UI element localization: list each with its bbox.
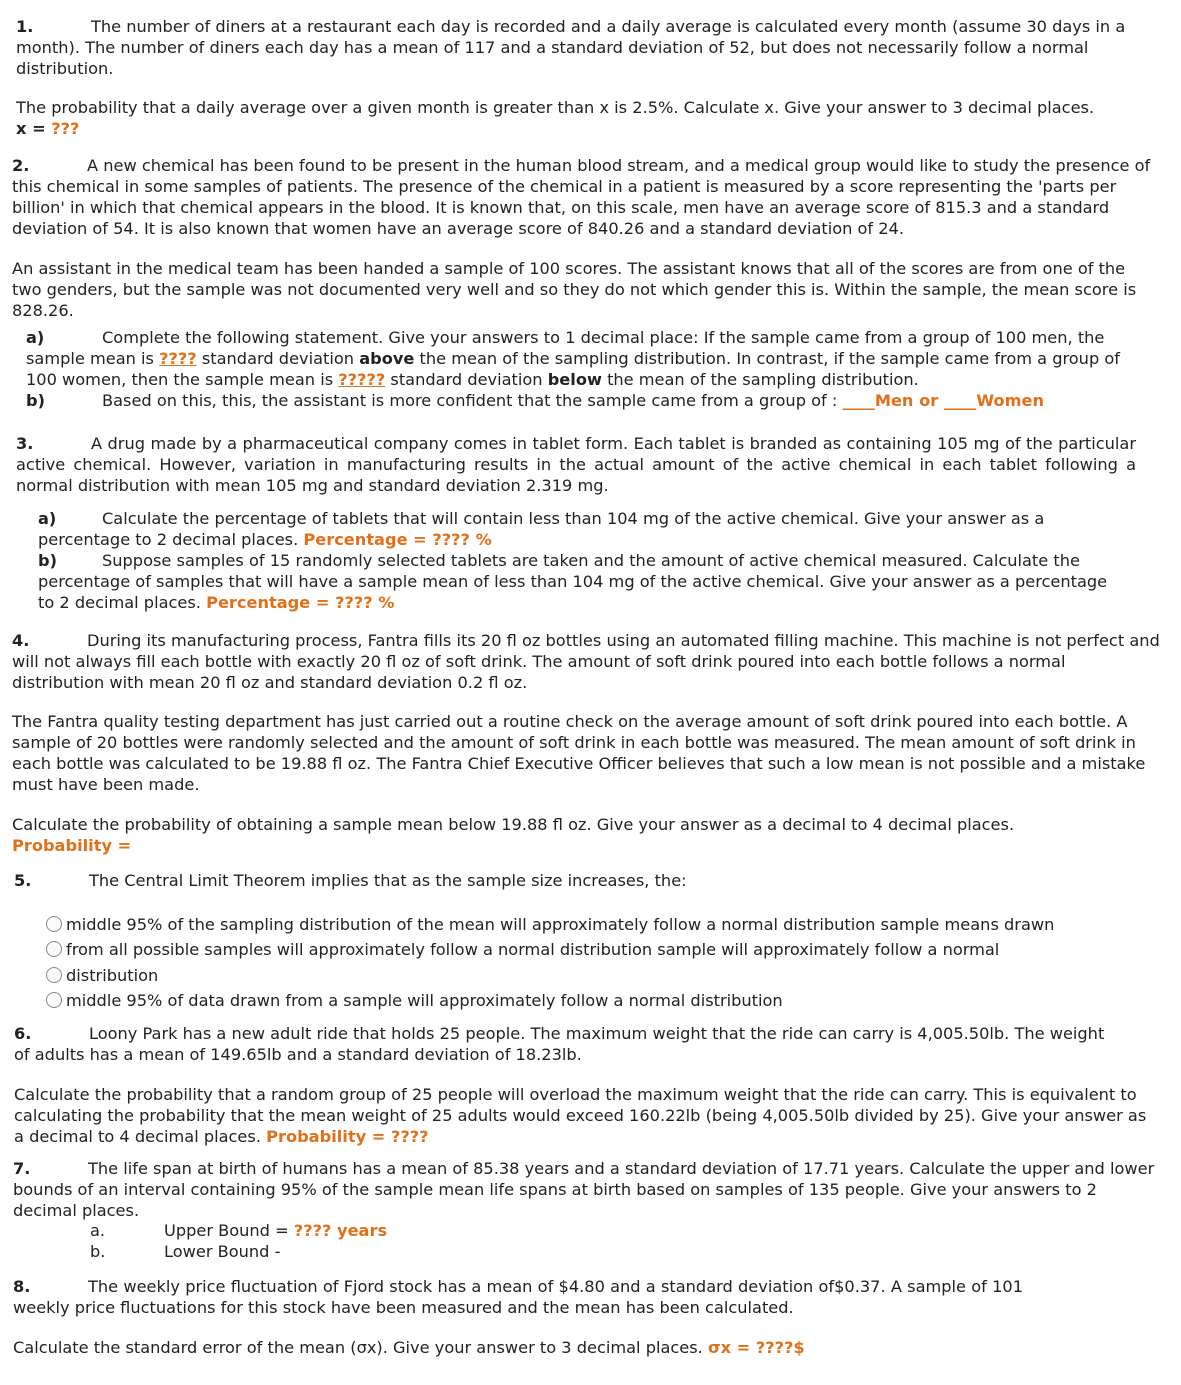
q6-answer[interactable]: Probability = ???? [266, 1127, 429, 1146]
q5-option[interactable]: from all possible samples will approximately follow a normal distribution sample will approximately follow a normal [46, 939, 999, 960]
q6-number: 6. [14, 1024, 32, 1043]
q6-question: Calculate the probability that a random group of 25 people will overload the maximum weight that the ride can carry. This is equivalent to calculating the probability that the mean weight of 25 adults would exceed 160.22lb (being 4,005.50lb divided by 25). Give your answer as a decimal to 4 decimal places. Probability = ???? [14, 1085, 1147, 1146]
q2-option-men[interactable]: Men or [874, 391, 944, 410]
radio-icon[interactable] [46, 916, 62, 932]
q8-number: 8. [13, 1277, 31, 1296]
q7-intro: 7. The life span at birth of humans has a mean of 85.38 years and a standard deviation of 17.71 years. Calculate the upper and lower bounds of an interval containing 95% of the sample mean life spans at birth based on samples of 135 people. Give your answers to 2 decimal places. [13, 1159, 1155, 1220]
q2-number: 2. [12, 156, 30, 175]
q5-intro: 5. The Central Limit Theorem implies that as the sample size increases, the: [14, 871, 687, 890]
q5-option[interactable]: middle 95% of the sampling distribution of the mean will approximately follow a normal distribution sample means drawn [46, 914, 1054, 935]
q2-intro: 2. A new chemical has been found to be present in the human blood stream, and a medical group would like to study the presence of this chemical in some samples of patients. The presence of the chemical in a patient is measured by a score representing the 'parts per billion' in which that chemical appears in the blood. It is known that, on this scale, men have an average score of 815.3 and a standard deviation of 54. It is also known that women have an average score of 840.26 and a standard deviation of 24. [12, 156, 1151, 238]
radio-icon[interactable] [46, 967, 62, 983]
q4-question: Calculate the probability of obtaining a sample mean below 19.88 fl oz. Give your answer as a decimal to 4 decimal places. [12, 815, 1015, 834]
q3-b-answer[interactable]: Percentage = ???? % [206, 593, 395, 612]
q2-option-women[interactable]: Women [976, 391, 1044, 410]
q7-upper-answer[interactable]: ???? years [293, 1221, 388, 1240]
q2-blank-men-choice[interactable]: ____ [842, 391, 875, 410]
q3-a-answer[interactable]: Percentage = ???? % [303, 530, 492, 549]
q3-intro: 3. A drug made by a pharmaceutical company comes in tablet form. Each tablet is branded as containing 105 mg of the particular active chemical. However, variation in manufacturing results in the actual amount of the active chemical in each tablet following a normal distribution with mean 105 mg and standard deviation 2.319 mg. [16, 434, 1136, 495]
q8-intro: 8. The weekly price fluctuation of Fjord stock has a mean of $4.80 and a standard deviation of$0.37. A sample of 101 weekly price fluctuations for this stock have been measured and the mean has been calculated. [13, 1277, 1023, 1317]
radio-icon[interactable] [46, 941, 62, 957]
q3-part-a: a) Calculate the percentage of tablets that will contain less than 104 mg of the active chemical. Give your answer as a percentage to 2 decimal places. Percentage = ???? % [38, 509, 1045, 549]
q2-blank-women-choice[interactable]: ____ [943, 391, 977, 410]
q7-part-b: b. Lower Bound - [90, 1242, 281, 1261]
q6-intro: 6. Loony Park has a new adult ride that holds 25 people. The maximum weight that the ride can carry is 4,005.50lb. The weight of adults has a mean of 149.65lb and a standard deviation of 18.23lb. [14, 1024, 1105, 1064]
q2-part-b: b) Based on this, this, the assistant is more confident that the sample came from a group of : ____Men or ____Women [26, 391, 1044, 410]
q8-question: Calculate the standard error of the mean (σx). Give your answer to 3 decimal places. σx = ????$ [13, 1338, 805, 1357]
q4-number: 4. [12, 631, 30, 650]
radio-icon[interactable] [46, 992, 62, 1008]
q4-intro: 4. During its manufacturing process, Fantra fills its 20 fl oz bottles using an automated filling machine. This machine is not perfect and will not always fill each bottle with exactly 20 fl oz of soft drink. The amount of soft drink poured into each bottle follows a normal distribution with mean 20 fl oz and standard deviation 0.2 fl oz. [12, 631, 1160, 692]
q8-answer[interactable]: σx = ????$ [707, 1338, 805, 1357]
q4-answer[interactable]: Probability = [12, 836, 132, 855]
q1-question: The probability that a daily average over a given month is greater than x is 2.5%. Calculate x. Give your answer to 3 decimal places. x = ??? [16, 98, 1095, 138]
q7-number: 7. [13, 1159, 31, 1178]
q1-answer[interactable]: ??? [51, 119, 80, 138]
q2-para2: An assistant in the medical team has been handed a sample of 100 scores. The assistant knows that all of the scores are from one of the two genders, but the sample was not documented very well and so they do not which gender this is. Within the sample, the mean score is 828.26. [12, 259, 1137, 320]
q5-number: 5. [14, 871, 32, 890]
q1-intro: 1. The number of diners at a restaurant each day is recorded and a daily average is calculated every month (assume 30 days in a month). The number of diners each day has a mean of 117 and a standard deviation of 52, but does not necessarily follow a normal distribution. [16, 17, 1126, 78]
q5-option[interactable]: middle 95% of data drawn from a sample will approximately follow a normal distribution [46, 990, 783, 1011]
q4-para2: The Fantra quality testing department has just carried out a routine check on the average amount of soft drink poured into each bottle. A sample of 20 bottles were randomly selected and the amount of soft drink in each bottle was measured. The mean amount of soft drink in each bottle was calculated to be 19.88 fl oz. The Fantra Chief Executive Officer believes that such a low mean is not possible and a mistake must have been made. [12, 712, 1146, 794]
q1-number: 1. [16, 17, 34, 36]
q2-blank-women[interactable]: ????? [338, 370, 386, 389]
q7-part-a: a. Upper Bound = ???? years [90, 1221, 388, 1240]
q2-blank-men[interactable]: ???? [159, 349, 197, 368]
q2-part-a: a) Complete the following statement. Give your answers to 1 decimal place: If the sample came from a group of 100 men, the sample mean is ???? standard deviation above the mean of the sampling distribution. In contrast, if the sample came from a group of 100 women, then the sample mean is ????? standard deviation below the mean of the sampling distribution. [26, 328, 1120, 389]
q3-number: 3. [16, 434, 34, 453]
q5-option[interactable]: distribution [46, 965, 158, 986]
q3-part-b: b) Suppose samples of 15 randomly selected tablets are taken and the amount of active chemical measured. Calculate the percentage of samples that will have a sample mean of less than 104 mg of the active chemical. Give your answer as a percentage to 2 decimal places. Percentage = ???? % [38, 551, 1108, 612]
